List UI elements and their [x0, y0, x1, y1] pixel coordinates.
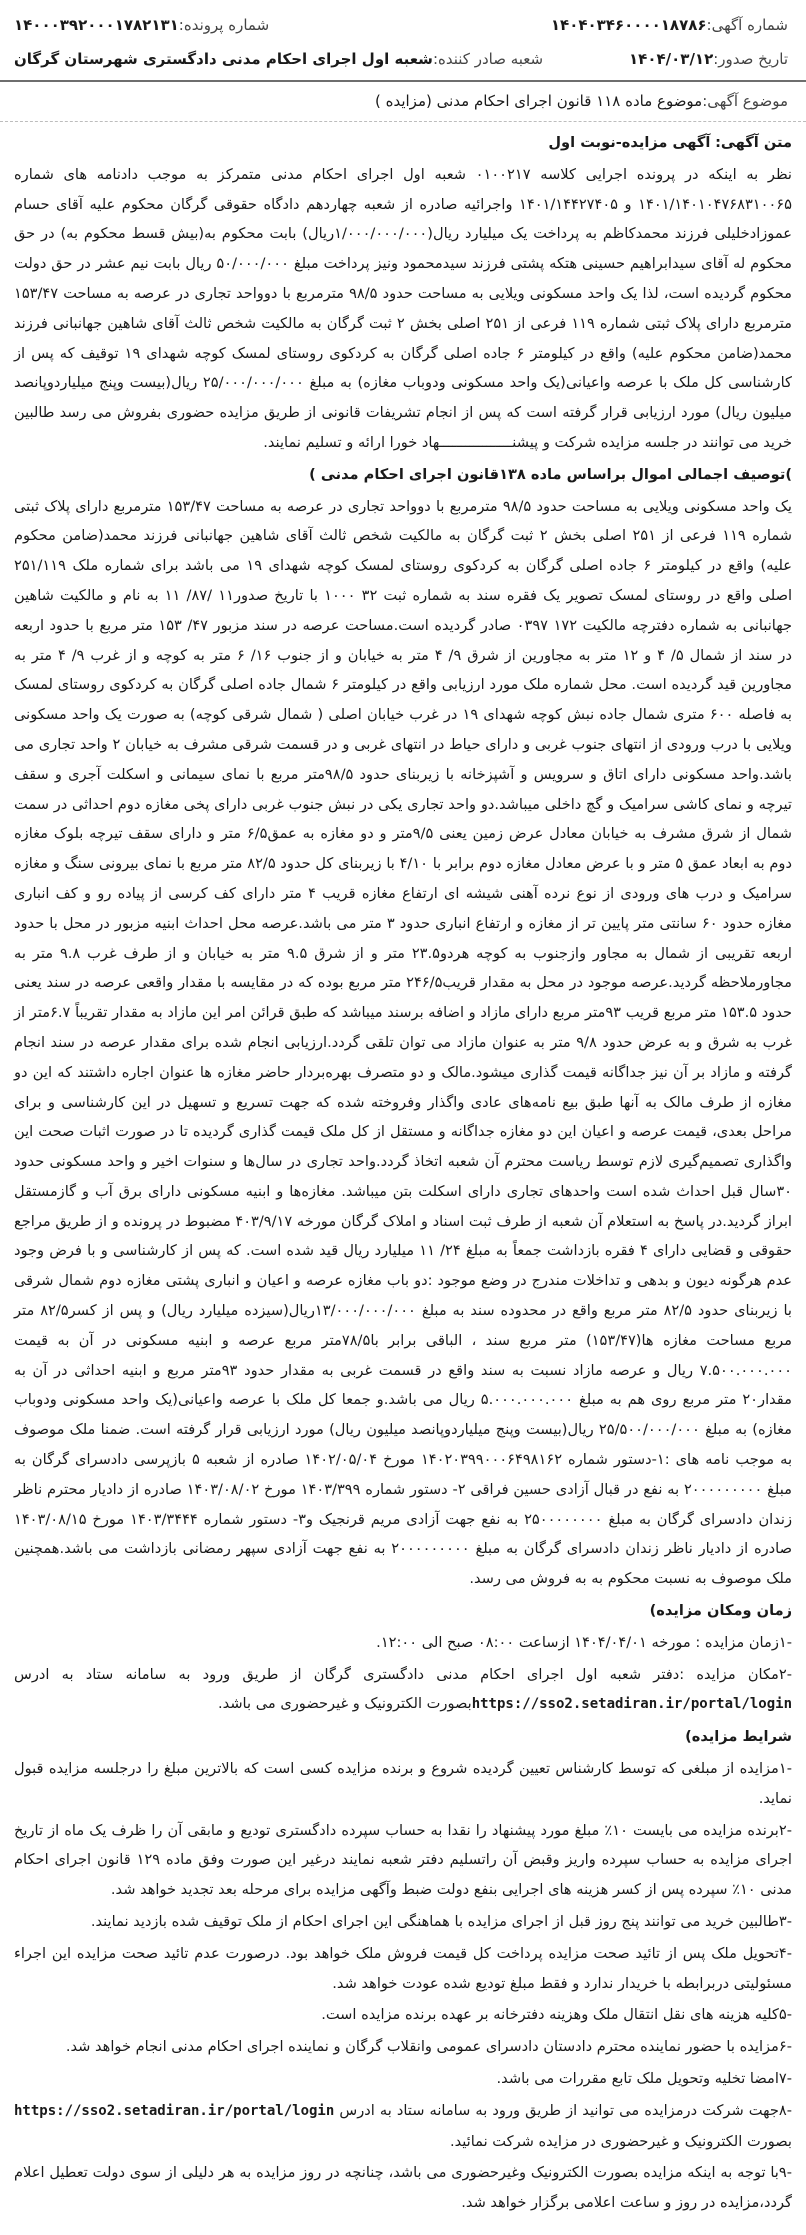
subject-divider — [0, 121, 806, 122]
condition-8-suffix: بصورت الکترونیک و غیرحضوری در مزایده شرکت نمائید. — [449, 2132, 792, 2150]
case-number-group — [14, 16, 273, 34]
subject-row — [14, 86, 792, 116]
condition-2: -۲برنده مزایده می بایست ۱۰٪ مبلغ مورد پیشنهاد را نقدا به حساب سپرده دادگستری تودیع و مابقی آن را ظرف یک ماه از تاریخ اجرای مزایده به حساب سپرده واریز وقبض آن راتسلیم دفتر شعبه نمایند درغیر این صورت وفق ماده ۱۲۹ قانون اجرای احکام مدنی ۱۰٪ سپرده پس از کسر هزینه های اجرایی بنفع دولت ضبط وآگهی مزایده برای مرحله بعد تجدید خواهد شد. — [14, 1821, 792, 1899]
issuer-label: شعبه صادر کننده: — [432, 50, 544, 68]
description-heading: )توصیف اجمالی اموال براساس ماده ۱۳۸قانون اجرای احکام مدنی ) — [309, 465, 792, 483]
intro-paragraph: نظر به اینکه در پرونده اجرایی کلاسه ۰۱۰۰۲۱۷ شعبه اول اجرای احکام مدنی متمرکز به موجب دادنامه های شماره ۱۴۰۱/۱۴۰۱۰۴۷۶۸۳۱۰۰۶۵ و ۱۴۰۱/۱۴۴۲۷۴۰۵ واجرائیه صادره از شعبه چهاردهم دادگاه حقوقی گرگان محکوم علیه آقای حسام عموزادخلیلی فرزند محمدکاظم به پرداخت یک میلیارد ریال(۱/۰۰۰/۰۰۰/۰۰۰ریال) بابت محکوم به(بیش قسط محکوم به) در حق محکوم له آقای سیدابراهیم حسینی هتکه پشتی فرزند سیدمحمود ونیز پرداخت مبلغ ۵۰/۰۰۰/۰۰۰ ریال بابت نیم عشر در حق دولت محکوم گردیده است، لذا یک واحد مسکونی ویلایی به مساحت حدود ۹۸/۵ مترمربع با دوواحد تجاری در عرصه به مساحت ۱۵۳/۴۷ مترمربع دارای پلاک ثبتی شماره ۱۱۹ فرعی از ۲۵۱ اصلی بخش ۲ ثبت گرگان به مالکیت شخص ثالث آقای شاهین جهانبانی فرزند محمد(ضامن محکوم علیه) واقع در کیلومتر ۶ جاده اصلی گرگان به کردکوی روستای لمسک کوچه شهدای ۱۹ توقیف که پس از کارشناسی کل ملک با عرصه واعیانی(یک واحد مسکونی ودوباب مغازه) به مبلغ ۲۵/۰۰۰/۰۰۰/۰۰۰ ریال(بیست وپنج میلیاردوپانصد میلیون ریال) مورد ارزیابی قرار گرفته است که پس از انجام تشریفات قانونی از طریق مزایده حضوری بفروش می رسد طالبین خرید می توانند در جلسه مزایده شرکت و پیشنـــــــــــــــــهاد خورا ارائه و تسلیم نمایند. — [14, 165, 792, 451]
auction-place — [14, 1660, 792, 1721]
condition-8-link[interactable]: https://sso2.setadiran.ir/portal/login — [14, 2102, 335, 2119]
ad-body — [14, 128, 792, 2220]
auction-time: -۱زمان مزایده : مورخه ۱۴۰۴/۰۴/۰۱ ازساعت ۰۸:۰۰ صبح الی ۱۲:۰۰. — [376, 1633, 792, 1651]
header-row-1 — [14, 10, 792, 40]
text-heading-value: آگهی مزایده-نوبت اول — [548, 134, 711, 151]
issue-date-label: تاریخ صدور: — [713, 50, 788, 68]
text-heading — [14, 128, 792, 158]
address-suffix: بصورت الکترونیک و غیرحضوری می باشد. — [218, 1695, 472, 1713]
ad-number-label: شماره آگهی: — [706, 16, 788, 34]
issuer: شعبه اول اجرای احکام مدنی دادگستری شهرستان گرگان — [14, 50, 433, 68]
condition-5: -۵کلیه هزینه های نقل انتقال ملک وهزینه دفترخانه بر عهده برنده مزایده است. — [321, 2006, 792, 2024]
auction-place-text: -۲مکان مزایده :دفتر شعبه اول اجرای احکام مدنی دادگستری گرگان از طریق ورود به سامانه ستاد به — [61, 1665, 793, 1683]
text-heading-label: متن آگهی: — [715, 134, 792, 151]
address-prefix: ادرس — [14, 1665, 50, 1683]
condition-1: -۱مزایده از مبلغی که توسط کارشناس تعیین گردیده شروع و برنده مزایده کسی است که بالاترین مبلغ را درجلسه مزایده قبول نماید. — [14, 1760, 792, 1807]
time-place-heading: زمان ومکان مزایده) — [649, 1602, 792, 1620]
condition-3: -۳طالبین خرید می توانند پنج روز قبل از اجرای مزایده با هماهنگی این اجرای احکام از ملک توقیف شده بازدید نمایند. — [90, 1913, 792, 1931]
property-description: یک واحد مسکونی ویلایی به مساحت حدود ۹۸/۵ مترمربع با دوواحد تجاری در عرصه به مساحت ۱۵۳/۴۷ مترمربع دارای پلاک ثبتی شماره ۱۱۹ فرعی از ۲۵۱ اصلی بخش ۲ ثبت گرگان به مالکیت شخص ثالث آقای شاهین جهانبانی فرزند محمد(ضامن محکوم علیه) واقع در کیلومتر ۶ جاده اصلی گرگان به کردکوی روستای لمسک کوچه شهدای ۱۹ می باشد برای شماره ملک ۲۵۱/۱۱۹ اصلی واقع در روستای لمسک تصویر یک فقره سند به شماره ثبت ۳۲ ۱۰۰۰ با تاریخ صدور۱۱ /۸۷/ ۱۱ به نام و مالکیت شاهین جهانبانی به شماره دفترچه مالکیت ۱۷۲ ۰۳۹۷ صادر گردیده است.مساحت عرصه در سند مزبور ۴۷/ ۱۵۳ متر مربع با حدود اربعه در سند از شمال ۵/ ۴ و ۱۲ متر به مجاورین از شرق ۹/ ۴ متر به خیابان و از جنوب ۱۶/ ۶ متر به کوچه و از غرب ۹/ ۴ متر به مجاورین قید گردیده است. محل شماره ملک مورد ارزیابی واقع در کیلومتر ۶ شمال جاده اصلی گرگان به کردکوی روستای لمسک به فاصله ۶۰۰ متری شمال جاده نبش کوچه شهدای ۱۹ در غرب خیابان اصلی ( شمال شرقی کوچه) به صورت یک واحد مسکونی ویلایی با درب ورودی از انتهای جنوب غربی و دارای حیاط در انتهای غربی و در قسمت شرقی مشرف به خیابان ۲ واحد تجاری می باشد.واحد مسکونی دارای اتاق و سرویس و آشپزخانه با زیربنای حدود ۹۸/۵متر مربع با نمای سیمانی و اسکلت آجری و سقف تیرچه و نمای کاشی سرامیک و گچ داخلی میباشد.دو واحد تجاری یکی در نبش جنوب غربی دارای پخی مغازه دوم احداثی در سمت شمال از شرق مشرف به خیابان معادل عرض زمین یعنی ۹/۵متر و دو مغازه به عمق۶/۵ متر و دارای سقف تیرچه بلوک مغازه دوم به ابعاد عمق ۵ متر و با عرض معادل مغازه دوم برابر با ۴/۱۰ با زیربنای کل حدود ۸۲/۵ متر مربع با نمای بیرونی سنگ و مغازه سرامیک و درب های ورودی از نوع نرده آهنی شیشه ای ارتفاع مغازه قریب ۴ متر دارای کف کرسی از پیاده رو و کف انباری مغازه حدود ۶۰ سانتی متر پایین تر از مغازه و ارتفاع انباری حدود ۳ متر می باشد.عرصه محل احداث ابنیه مزبور در محل با حدود اربعه تقریبی از شمال به مجاور وازجنوب به کوچه هردو۲۳.۵ متر و از شرق ۹.۵ متر به خیابان و از طرف غرب ۹.۸ متر به مجاورملاحظه گردید.عرصه موجود در محل به مقدار قریب۲۴۶/۵ متر مربع بوده که در مقایسه با مقدار واقعی عرصه در سند یعنی حدود ۱۵۳.۵ متر مربع قریب ۹۳متر مربع دارای مازاد و اضافه برسند میباشد که طبق قرائن امر این مازاد به مقدار تقریباً ۶.۷متر از غرب به شرق و به عرض حدود ۹/۸ متر به عنوان مازاد می توان تلقی گردد.ارزیابی انجام شده برای مقدار عرصه در سند انجام گرفته و مازاد بر آن نیز جداگانه قیمت گذاری میشود.مالک و دو متصرف بهره‌بردار حاضر مغازه ها عنوان اجاره داشتند که این دو مغازه از طرف مالک به آنها طبق بیع نامه‌های عادی واگذار وفروخته شده که جهت تسریع و تسهیل در این کارشناسی و برای مراحل بعدی، قیمت عرصه و اعیان این دو مغازه جداگانه و مستقل از کل ملک قیمت گذاری گردیده تا در صورت اثبات صحت این واگذاری تصمیم‌گیری لازم توسط ریاست محترم آن شعبه اتخاذ گردد.واحد تجاری در سال‌ها و سنوات اخیر و واحد مسکونی حدود ۳۰سال قبل احداث شده است واحدهای تجاری دارای اسکلت بتن میباشد. مغازه‌ها و ابنیه مسکونی دارای برق آب و گازمستقل ابراز گردید.در پاسخ به استعلام آن شعبه از طرف ثبت اسناد و املاک گرگان مورخه ۴۰۳/۹/۱۷ مضبوط در پرونده و از طریق مراجع حقوقی و قضایی دارای ۴ فقره بازداشت جمعاً به مبلغ ۲۴/ ۱۱ میلیارد ریال قید شده است. که پس از کارشناسی و با فرض وجود عدم هرگونه دیون و بدهی و تداخلات مندرج در وضع موجود :دو باب مغازه عرصه و اعیان و انباری پشتی مغازه دوم شمال شرقی با زیربنای حدود ۸۲/۵ متر مربع واقع در محدوده سند به مبلغ ۱۳/۰۰۰/۰۰۰/۰۰۰ریال(سیزده میلیارد ریال) و پس از کسر۸۲/۵ متر مربع مساحت مغازه ها(۱۵۳/۴۷) متر مربع سند ، الباقی برابر با۷۸/۵متر مربع عرصه و ابنیه مسکونی در آن به قیمت ۷.۵۰۰.۰۰۰.۰۰۰ ریال و عرصه مازاد نسبت به سند واقع در قسمت غربی به مقدار حدود ۹۳متر مربع و ابنیه احداثی در آن به مقدار۲۰ متر مربع روی هم به مبلغ ۵.۰۰۰.۰۰۰.۰۰۰ ریال می باشد.و جمعا کل ملک با عرصه واعیانی(یک واحد مسکونی ودوباب مغازه) به مبلغ ۲۵/۵۰۰/۰۰۰/۰۰۰ ریال(بیست وپنج میلیاردوپانصد میلیون ریال) مورد ارزیابی قرار گرفته است. ضمنا ملک موصوف به موجب نامه های :۱-دستور شماره ۱۴۰۲۰۳۹۹۰۰۰۶۴۹۸۱۶۲ مورخ ۱۴۰۲/۰۵/۰۴ صادره از شعبه ۵ بازپرسی دادسرای گرگان به مبلغ ۲۰۰۰۰۰۰۰۰۰ به نفع در قبال آزادی حسین فراقی ۲- دستور شماره ۱۴۰۳/۳۹۹ مورخ ۱۴۰۳/۰۸/۰۲ صادره از دادیار محترم ناظر زندان دادسرای گرگان به مبلغ ۲۵۰۰۰۰۰۰۰۰ به نفع جهت آزادی مریم قرنجیک و۳- دستور شماره ۱۴۰۳/۳۴۴۴ مورخ ۱۴۰۳/۰۸/۱۵ صادره از دادیار ناظر زندان دادسرای گرگان به مبلغ ۲۰۰۰۰۰۰۰۰۰ به نفع جهت آزادی سپهر رمضانی بازداشت می باشد.همچنین ملک موصوف به نسبت محکوم به به فروش می رسد. — [14, 497, 793, 1588]
subject-value: موضوع ماده ۱۱۸ قانون اجرای احکام مدنی (مزایده ) — [374, 92, 703, 110]
subject-label: موضوع آگهی: — [702, 92, 788, 110]
issuer-group — [14, 50, 547, 68]
condition-8-prefix: -۸جهت شرکت درمزایده می توانید از طریق ورود به سامانه ستاد به ادرس — [339, 2101, 793, 2119]
condition-6: -۶مزایده با حضور نماینده محترم دادستان دادسرای عمومی وانقلاب گرگان و نماینده اجرای احکام مدنی انجام خواهد شد. — [65, 2038, 792, 2056]
condition-8 — [14, 2096, 792, 2157]
condition-7: -۷امضا تخلیه وتحویل ملک تابع مقررات می باشد. — [496, 2070, 792, 2087]
case-number-label: شماره پرونده: — [178, 16, 270, 34]
header-row-2 — [14, 44, 792, 74]
ad-number: ۱۴۰۴۰۳۴۶۰۰۰۰۱۸۷۸۶ — [550, 16, 707, 34]
portal-link[interactable]: https://sso2.setadiran.ir/portal/login — [471, 1696, 792, 1713]
conditions-heading: شرایط مزایده) — [685, 1728, 792, 1746]
header-divider — [0, 80, 806, 82]
issue-date: ۱۴۰۴/۰۳/۱۲ — [629, 50, 714, 68]
case-number: ۱۴۰۰۰۳۹۲۰۰۰۱۷۸۲۱۳۱ — [14, 16, 179, 34]
condition-4: -۴تحویل ملک پس از تائید صحت مزایده پرداخت کل قیمت فروش ملک خواهد بود. درصورت عدم تائید صحت مزایده این اجراء مسئولیتی دربرابطه با خریدار ندارد و فقط مبلغ تودیع شده عودت خواهد شد. — [14, 1944, 792, 1992]
condition-9: -۹با توجه به اینکه مزایده بصورت الکترونیک وغیرحضوری می باشد، چنانچه در روز مزایده به هر دلیلی از سوی دولت تعطیل اعلام گردد،مزایده در روز و ساعت اعلامی برگزار خواهد شد. — [14, 2164, 792, 2212]
